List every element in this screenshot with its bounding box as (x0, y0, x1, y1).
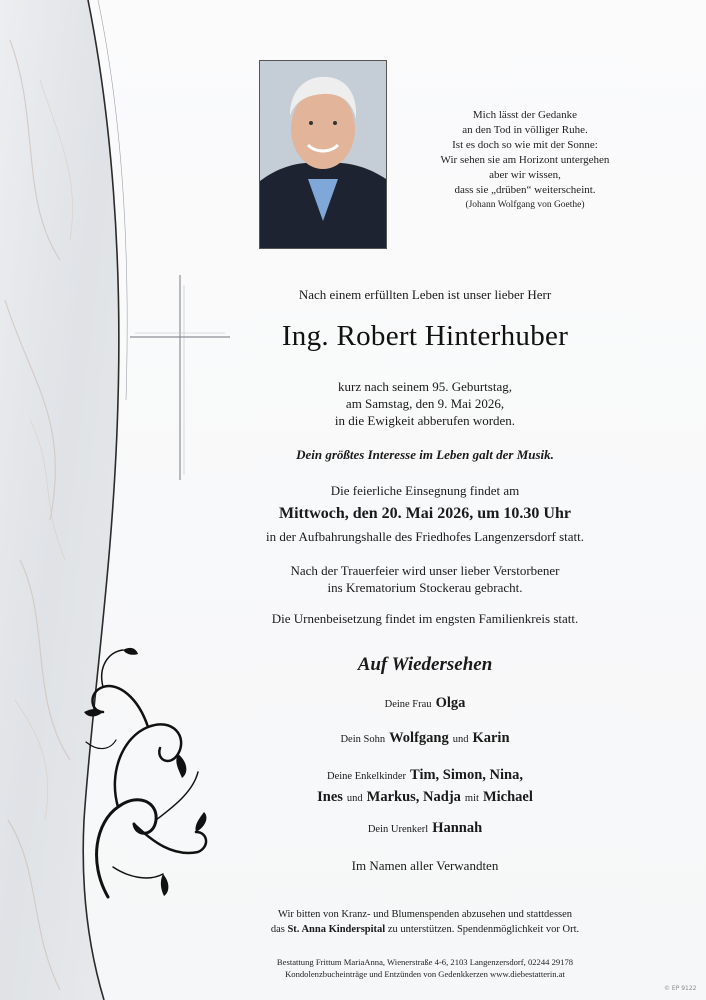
family-son (230, 729, 620, 747)
wife-label: Deine Frau (384, 699, 432, 710)
donation-line: Wir bitten von Kranz- und Blumenspenden abzusehen und stattdessen (277, 909, 573, 920)
cremation-line: Nach der Trauerfeier wird unser lieber Verstorbener (290, 563, 560, 578)
goethe-quote (410, 108, 640, 213)
donation-note (220, 907, 630, 937)
ceremony-place: in der Aufbahrungshalle des Friedhofes Langenzersdorf statt. (265, 529, 585, 544)
conjunction: mit (464, 793, 479, 804)
wife-name: Olga (435, 695, 466, 711)
charity-name: St. Anna Kinderspital (287, 924, 386, 935)
family-wife (230, 694, 620, 712)
donation-text: das (270, 924, 285, 935)
conjunction: und (452, 734, 469, 745)
deceased-name: Ing. Robert Hinterhuber (281, 320, 569, 352)
print-code: © EP 9122 (664, 985, 697, 992)
cross-icon (130, 275, 230, 480)
ceremony-date: Mittwoch, den 20. Mai 2026, um 10.30 Uhr (279, 505, 571, 522)
grandchildren-label: Deine Enkelkinder (327, 771, 407, 782)
quote-line: aber wir wissen, (489, 169, 561, 181)
conjunction: und (346, 793, 363, 804)
undertaker-address: Bestattung Frittum MariaAnna, Wienerstraße 4-6, 2103 Langenzersdorf, 02244 29178 (276, 957, 574, 967)
quote-line: Ist es doch so wie mit der Sonne: (452, 139, 598, 151)
detail-line: am Samstag, den 9. Mai 2026, (345, 396, 505, 411)
family-great-grandchild (230, 819, 620, 837)
quote-line: Mich lässt der Gedanke (472, 109, 578, 121)
death-details (230, 378, 620, 429)
floral-swirl-ornament (78, 642, 213, 904)
son-name: Wolfgang (389, 730, 449, 746)
relatives-signoff: Im Namen aller Verwandten (351, 858, 499, 873)
quote-line: dass sie „drüben“ weiterscheint. (454, 184, 596, 196)
quote-line: an den Tod in völliger Ruhe. (462, 124, 588, 136)
grandchildren-names: Tim, Simon, Nina, (410, 767, 523, 783)
son-label: Dein Sohn (340, 734, 386, 745)
quote-author: (Johann Wolfgang von Goethe) (465, 200, 585, 210)
grandchild-name: Ines (317, 789, 343, 805)
detail-line: kurz nach seinem 95. Geburtstag, (337, 379, 512, 394)
family-grandchildren (230, 765, 620, 809)
portrait-photo (259, 60, 387, 249)
cremation-text (230, 562, 620, 596)
farewell-heading: Auf Wiedersehen (357, 654, 493, 675)
urn-burial-text: Die Urnenbeisetzung findet im engsten Familienkreis statt. (271, 611, 579, 626)
grandchild-partner-name: Michael (482, 789, 533, 805)
undertaker-info (215, 956, 635, 980)
quote-line: Wir sehen sie am Horizont untergehen (440, 154, 610, 166)
grandchildren-names: Markus, Nadja (366, 789, 461, 805)
detail-line: in die Ewigkeit abberufen worden. (334, 413, 516, 428)
intro-text: Nach einem erfüllten Leben ist unser lieber Herr (298, 287, 552, 302)
ceremony-intro: Die feierliche Einsegnung findet am (330, 483, 520, 498)
cremation-line: ins Krematorium Stockerau gebracht. (327, 580, 523, 595)
great-grandchild-label: Dein Urenkerl (367, 824, 429, 835)
interest-text: Dein größtes Interesse im Leben galt der Musik. (296, 447, 554, 462)
great-grandchild-name: Hannah (432, 820, 483, 836)
condolence-note: Kondolenzbucheinträge und Entzünden von Gedenkkerzen www.diebestatterin.at (285, 969, 565, 979)
donation-text: zu unterstützen. Spendenmöglichkeit vor Ort. (387, 924, 580, 935)
son-partner-name: Karin (472, 730, 510, 746)
